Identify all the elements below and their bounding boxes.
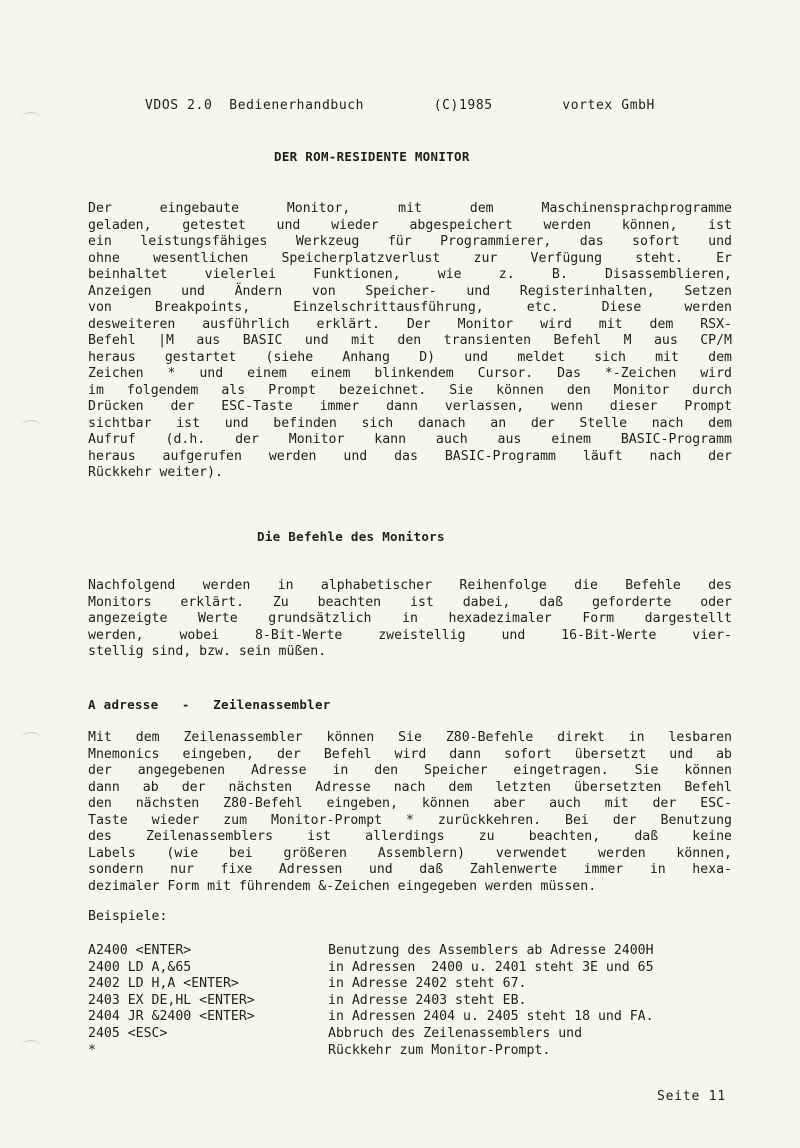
- intro-text-line: desweiteren ausführlich erklärt. Der Monitor wird mit dem RSX-: [88, 316, 732, 332]
- examples-description-column: [328, 943, 654, 1059]
- assembler-text-line: der angegebenen Adresse in den Speicher eingetragen. Sie können: [88, 763, 732, 778]
- example-code-line: 2400 LD A,&65: [88, 959, 192, 975]
- example-description-line: Abbruch des Zeilenassemblers und: [328, 1025, 583, 1041]
- example-description-line: in Adresse 2402 steht 67.: [328, 976, 527, 992]
- example-description-line: in Adressen 2400 u. 2401 steht 3E und 65: [328, 959, 654, 975]
- example-code-line: 2404 JR &2400 <ENTER>: [88, 1009, 255, 1025]
- punch-hole-mark: [22, 420, 40, 431]
- commands-text-line: angezeigte Werte grundsätzlich in hexadezimaler Form dargestellt: [88, 611, 732, 626]
- command-heading: [88, 697, 331, 712]
- assembler-text-line: Mit dem Zeilenassembler können Sie Z80-Befehle direkt in lesbaren: [88, 730, 732, 745]
- assembler-text-line: dann ab der nächsten Adresse nach dem letzten übersetzten Befehl: [88, 779, 732, 795]
- examples-code-column: [88, 943, 255, 1059]
- example-code-line: 2403 EX DE,HL <ENTER>: [88, 992, 255, 1008]
- intro-text-line: beinhaltet vielerlei Funktionen, wie z. B. Disassemblieren,: [88, 267, 732, 282]
- assembler-text-line: den nächsten Z80-Befehl eingeben, können aber auch mit der ESC-: [88, 796, 732, 811]
- assembler-text-line: sondern nur fixe Adressen und daß Zahlenwerte immer in hexa-: [88, 862, 732, 877]
- intro-text-line: ohne wesentlichen Speicherplatzverlust zur Verfügung steht. Er: [88, 250, 732, 266]
- assembler-text-line: dezimaler Form mit führendem &-Zeichen eingegeben werden müssen.: [88, 878, 597, 894]
- example-code-line: 2402 LD H,A <ENTER>: [88, 976, 239, 992]
- command-dash: -: [181, 697, 190, 712]
- example-description-line: Rückkehr zum Monitor-Prompt.: [328, 1042, 551, 1058]
- intro-text-line: von Breakpoints, Einzelschrittausführung, etc. Diese werden: [88, 300, 732, 315]
- commands-text-line: stellig sind, bzw. sein müßen.: [88, 644, 327, 659]
- intro-text-line: Befehl |M aus BASIC und mit den transienten Befehl M aus CP/M: [88, 333, 732, 348]
- page-title: DER ROM-RESIDENTE MONITOR: [274, 149, 470, 164]
- page-header: [145, 98, 655, 113]
- examples-title: Beispiele:: [88, 909, 168, 924]
- intro-text-line: Aufruf (d.h. der Monitor kann auch aus einem BASIC-Programm: [88, 432, 732, 447]
- commands-intro-paragraph: [88, 578, 732, 661]
- commands-text-line: Nachfolgend werden in alphabetischer Reihenfolge die Befehle des: [88, 578, 732, 593]
- assembler-text-line: Taste wieder zum Monitor-Prompt * zurückkehren. Bei der Benutzung: [88, 812, 732, 828]
- example-description-line: in Adressen 2404 u. 2405 steht 18 und FA.: [328, 1009, 654, 1025]
- intro-text-line: heraus gestartet (siehe Anhang D) und meldet sich mit dem: [88, 349, 732, 365]
- intro-text-line: Der eingebaute Monitor, mit dem Maschinensprachprogramme: [88, 201, 732, 216]
- intro-text-line: Drücken der ESC-Taste immer dann verlassen, wenn dieser Prompt: [88, 399, 732, 414]
- assembler-text-line: Labels (wie bei größeren Assemblern) verwendet werden können,: [88, 845, 732, 861]
- example-code-line: *: [88, 1042, 96, 1058]
- page-number: Seite 11: [656, 1089, 726, 1104]
- intro-paragraph: [88, 201, 732, 482]
- header-company: vortex GmbH: [562, 98, 655, 113]
- intro-text-line: geladen, getestet und wieder abgespeichert werden können, ist: [88, 217, 732, 233]
- example-description-line: in Adresse 2403 steht EB.: [328, 992, 527, 1008]
- intro-text-line: im folgendem als Prompt bezeichnet. Sie können den Monitor durch: [88, 382, 732, 398]
- commands-text-line: werden, wobei 8-Bit-Werte zweistellig und 16-Bit-Werte vier-: [88, 627, 732, 643]
- intro-text-line: ein leistungsfähiges Werkzeug für Programmierer, das sofort und: [88, 234, 732, 249]
- header-manual-title: VDOS 2.0 Bedienerhandbuch: [145, 98, 365, 113]
- example-description-line: Benutzung des Assemblers ab Adresse 2400H: [328, 943, 654, 958]
- header-copyright: (C)1985: [433, 98, 493, 113]
- intro-text-line: Rückkehr weiter).: [88, 465, 223, 480]
- intro-text-line: sichtbar ist und befinden sich danach an der Stelle nach dem: [88, 415, 732, 431]
- punch-hole-mark: [22, 1040, 40, 1051]
- command-description: Zeilenassembler: [213, 697, 331, 712]
- punch-hole-mark: [22, 112, 40, 123]
- section-title: Die Befehle des Monitors: [257, 529, 445, 544]
- assembler-text-line: des Zeilenassemblers ist allerdings zu beachten, daß keine: [88, 829, 732, 844]
- command-name: A adresse: [88, 697, 159, 712]
- assembler-paragraph: [88, 730, 732, 895]
- commands-text-line: Monitors erklärt. Zu beachten ist dabei, daß geforderte oder: [88, 594, 732, 610]
- intro-text-line: heraus aufgerufen werden und das BASIC-Programm läuft nach der: [88, 448, 732, 464]
- intro-text-line: Zeichen * und einem einem blinkendem Cursor. Das *-Zeichen wird: [88, 366, 732, 381]
- example-code-line: A2400 <ENTER>: [88, 943, 192, 958]
- intro-text-line: Anzeigen und Ändern von Speicher- und Registerinhalten, Setzen: [88, 283, 732, 299]
- assembler-text-line: Mnemonics eingeben, der Befehl wird dann sofort übersetzt und ab: [88, 746, 732, 762]
- example-code-line: 2405 <ESC>: [88, 1025, 168, 1041]
- punch-hole-mark: [22, 732, 40, 743]
